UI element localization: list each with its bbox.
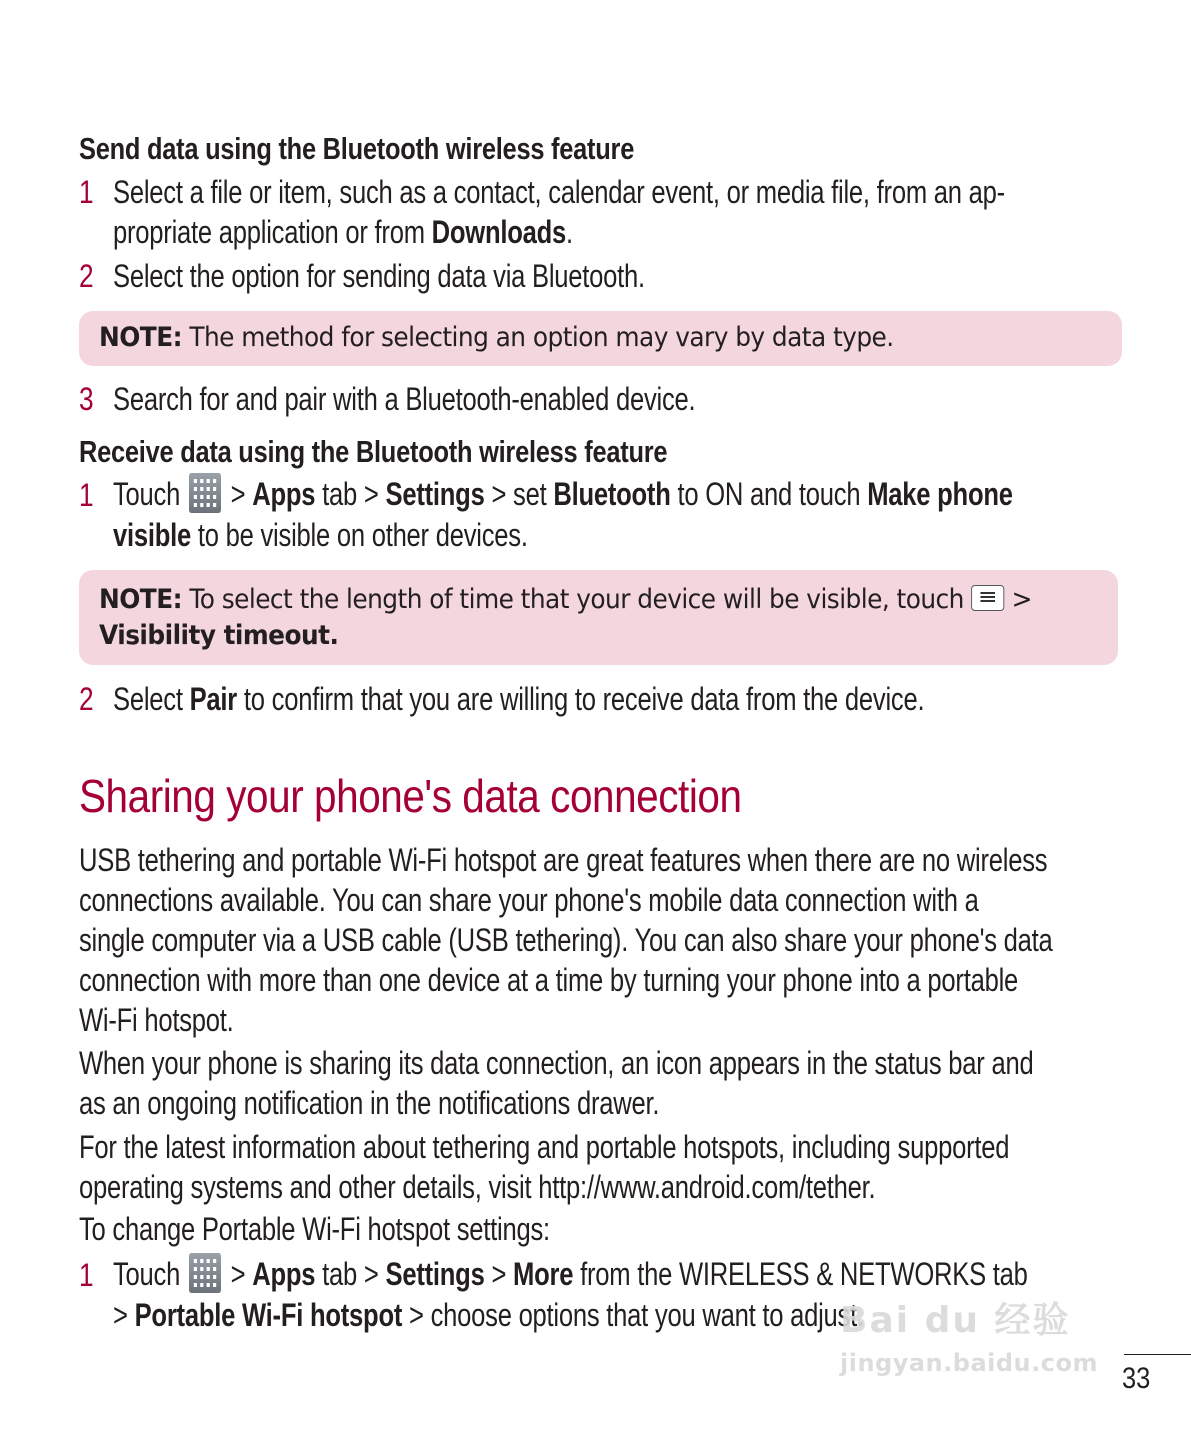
note-visibility-line1: [99, 584, 1032, 615]
gt-symbol: >: [223, 1256, 253, 1292]
visibility-timeout-label: Visibility timeout.: [99, 620, 339, 651]
make-phone-label: Make phone: [867, 476, 1013, 512]
sharing-section-title: Sharing your phone's data connection: [79, 770, 742, 822]
send-step-3-text: Search for and pair with a Bluetooth-enabled device.: [113, 381, 696, 417]
send-step-2-text: Select the option for sending data via Bluetooth.: [113, 258, 645, 294]
note-body: The method for selecting an option may vary by data type.: [182, 322, 894, 353]
set-text: > set: [484, 476, 554, 512]
para4-text: To change Portable Wi-Fi hotspot settings:: [79, 1211, 550, 1247]
para2-line2: as an ongoing notification in the notifications drawer.: [79, 1085, 660, 1121]
portable-hotspot-label: Portable Wi-Fi hotspot: [134, 1297, 403, 1333]
touch-text: Touch: [113, 476, 187, 512]
settings-label: Settings: [385, 1256, 485, 1292]
apps-label: Apps: [252, 476, 316, 512]
receive-step-1-line2: [113, 517, 528, 554]
gt-symbol: >: [113, 1297, 135, 1333]
tab-text: tab >: [315, 476, 386, 512]
pair-rest-text: to confirm that you are willing to receive data from the device.: [237, 681, 925, 717]
tab-text: tab >: [315, 1256, 386, 1292]
watermark-main: Bai du 经验: [840, 1300, 1071, 1341]
page-number-rule: [1124, 1354, 1191, 1355]
para1-line2: connections available. You can share your phone's mobile data connection with a: [79, 882, 979, 918]
note-label: NOTE:: [99, 322, 183, 353]
on-touch-text: to ON and touch: [670, 476, 868, 512]
note-box-selection: [79, 311, 1122, 366]
note-label: NOTE:: [99, 584, 183, 615]
send-step-1-line1: Select a file or item, such as a contact, calendar event, or media file, from an ap-: [113, 174, 1005, 210]
send-step-1-text: propriate application or from: [113, 214, 432, 250]
page-number: 33: [1122, 1362, 1151, 1395]
bluetooth-label: Bluetooth: [553, 476, 671, 512]
hotspot-step-1-line2: [113, 1297, 864, 1334]
note-text-selection: [99, 322, 894, 353]
visible-rest-text: to be visible on other devices.: [191, 517, 528, 553]
para1-line5: Wi-Fi hotspot.: [79, 1002, 234, 1038]
note-box-visibility: [79, 570, 1118, 665]
receive-step-1-number: 1: [79, 477, 94, 513]
gt-symbol: >: [223, 476, 253, 512]
send-step-1-line2: [113, 214, 573, 251]
more-label: More: [513, 1256, 574, 1292]
apps-grid-icon: [189, 1253, 221, 1293]
apps-label: Apps: [252, 1256, 316, 1292]
para3-line2: operating systems and other details, visit http://www.android.com/tether.: [79, 1169, 876, 1205]
choose-options-text: > choose options that you want to adjust.: [402, 1297, 864, 1333]
visible-label: visible: [113, 517, 192, 553]
send-step-3-number: 3: [79, 381, 94, 417]
gt-symbol: >: [484, 1256, 514, 1292]
send-data-heading: Send data using the Bluetooth wireless feature: [79, 131, 635, 166]
wireless-networks-text: from the WIRELESS & NETWORKS tab: [573, 1256, 1028, 1292]
settings-label: Settings: [385, 476, 485, 512]
note-gt: >: [1004, 584, 1032, 615]
para1-line1: USB tethering and portable Wi-Fi hotspot are great features when there are no wireless: [79, 842, 1048, 878]
para2-line1: When your phone is sharing its data connection, an icon appears in the status bar and: [79, 1045, 1034, 1081]
para3-line1: For the latest information about tethering and portable hotspots, including supported: [79, 1129, 1010, 1165]
para1-line4: connection with more than one device at a time by turning your phone into a portable: [79, 962, 1019, 998]
baidu-watermark: [840, 1292, 1098, 1377]
receive-step-2-text: [113, 681, 924, 718]
send-step-1-period: .: [566, 214, 573, 250]
receive-step-1-line1: [113, 473, 1013, 513]
pair-label: Pair: [189, 681, 238, 717]
apps-grid-icon: [189, 473, 221, 513]
receive-data-heading: Receive data using the Bluetooth wireless feature: [79, 434, 668, 469]
downloads-label: Downloads: [431, 214, 567, 250]
select-text: Select: [113, 681, 190, 717]
receive-step-2-number: 2: [79, 681, 94, 717]
hotspot-step-1-number: 1: [79, 1257, 94, 1293]
para1-line3: single computer via a USB cable (USB tethering). You can also share your phone's data: [79, 922, 1053, 958]
send-step-2-number: 2: [79, 258, 94, 294]
touch-text: Touch: [113, 1256, 187, 1292]
watermark-url: jingyan.baidu.com: [840, 1349, 1098, 1377]
note-body: To select the length of time that your device will be visible, touch: [182, 584, 972, 615]
menu-key-icon: [971, 585, 1004, 611]
send-step-1-number: 1: [79, 174, 94, 210]
hotspot-step-1-line1: [113, 1253, 1028, 1293]
